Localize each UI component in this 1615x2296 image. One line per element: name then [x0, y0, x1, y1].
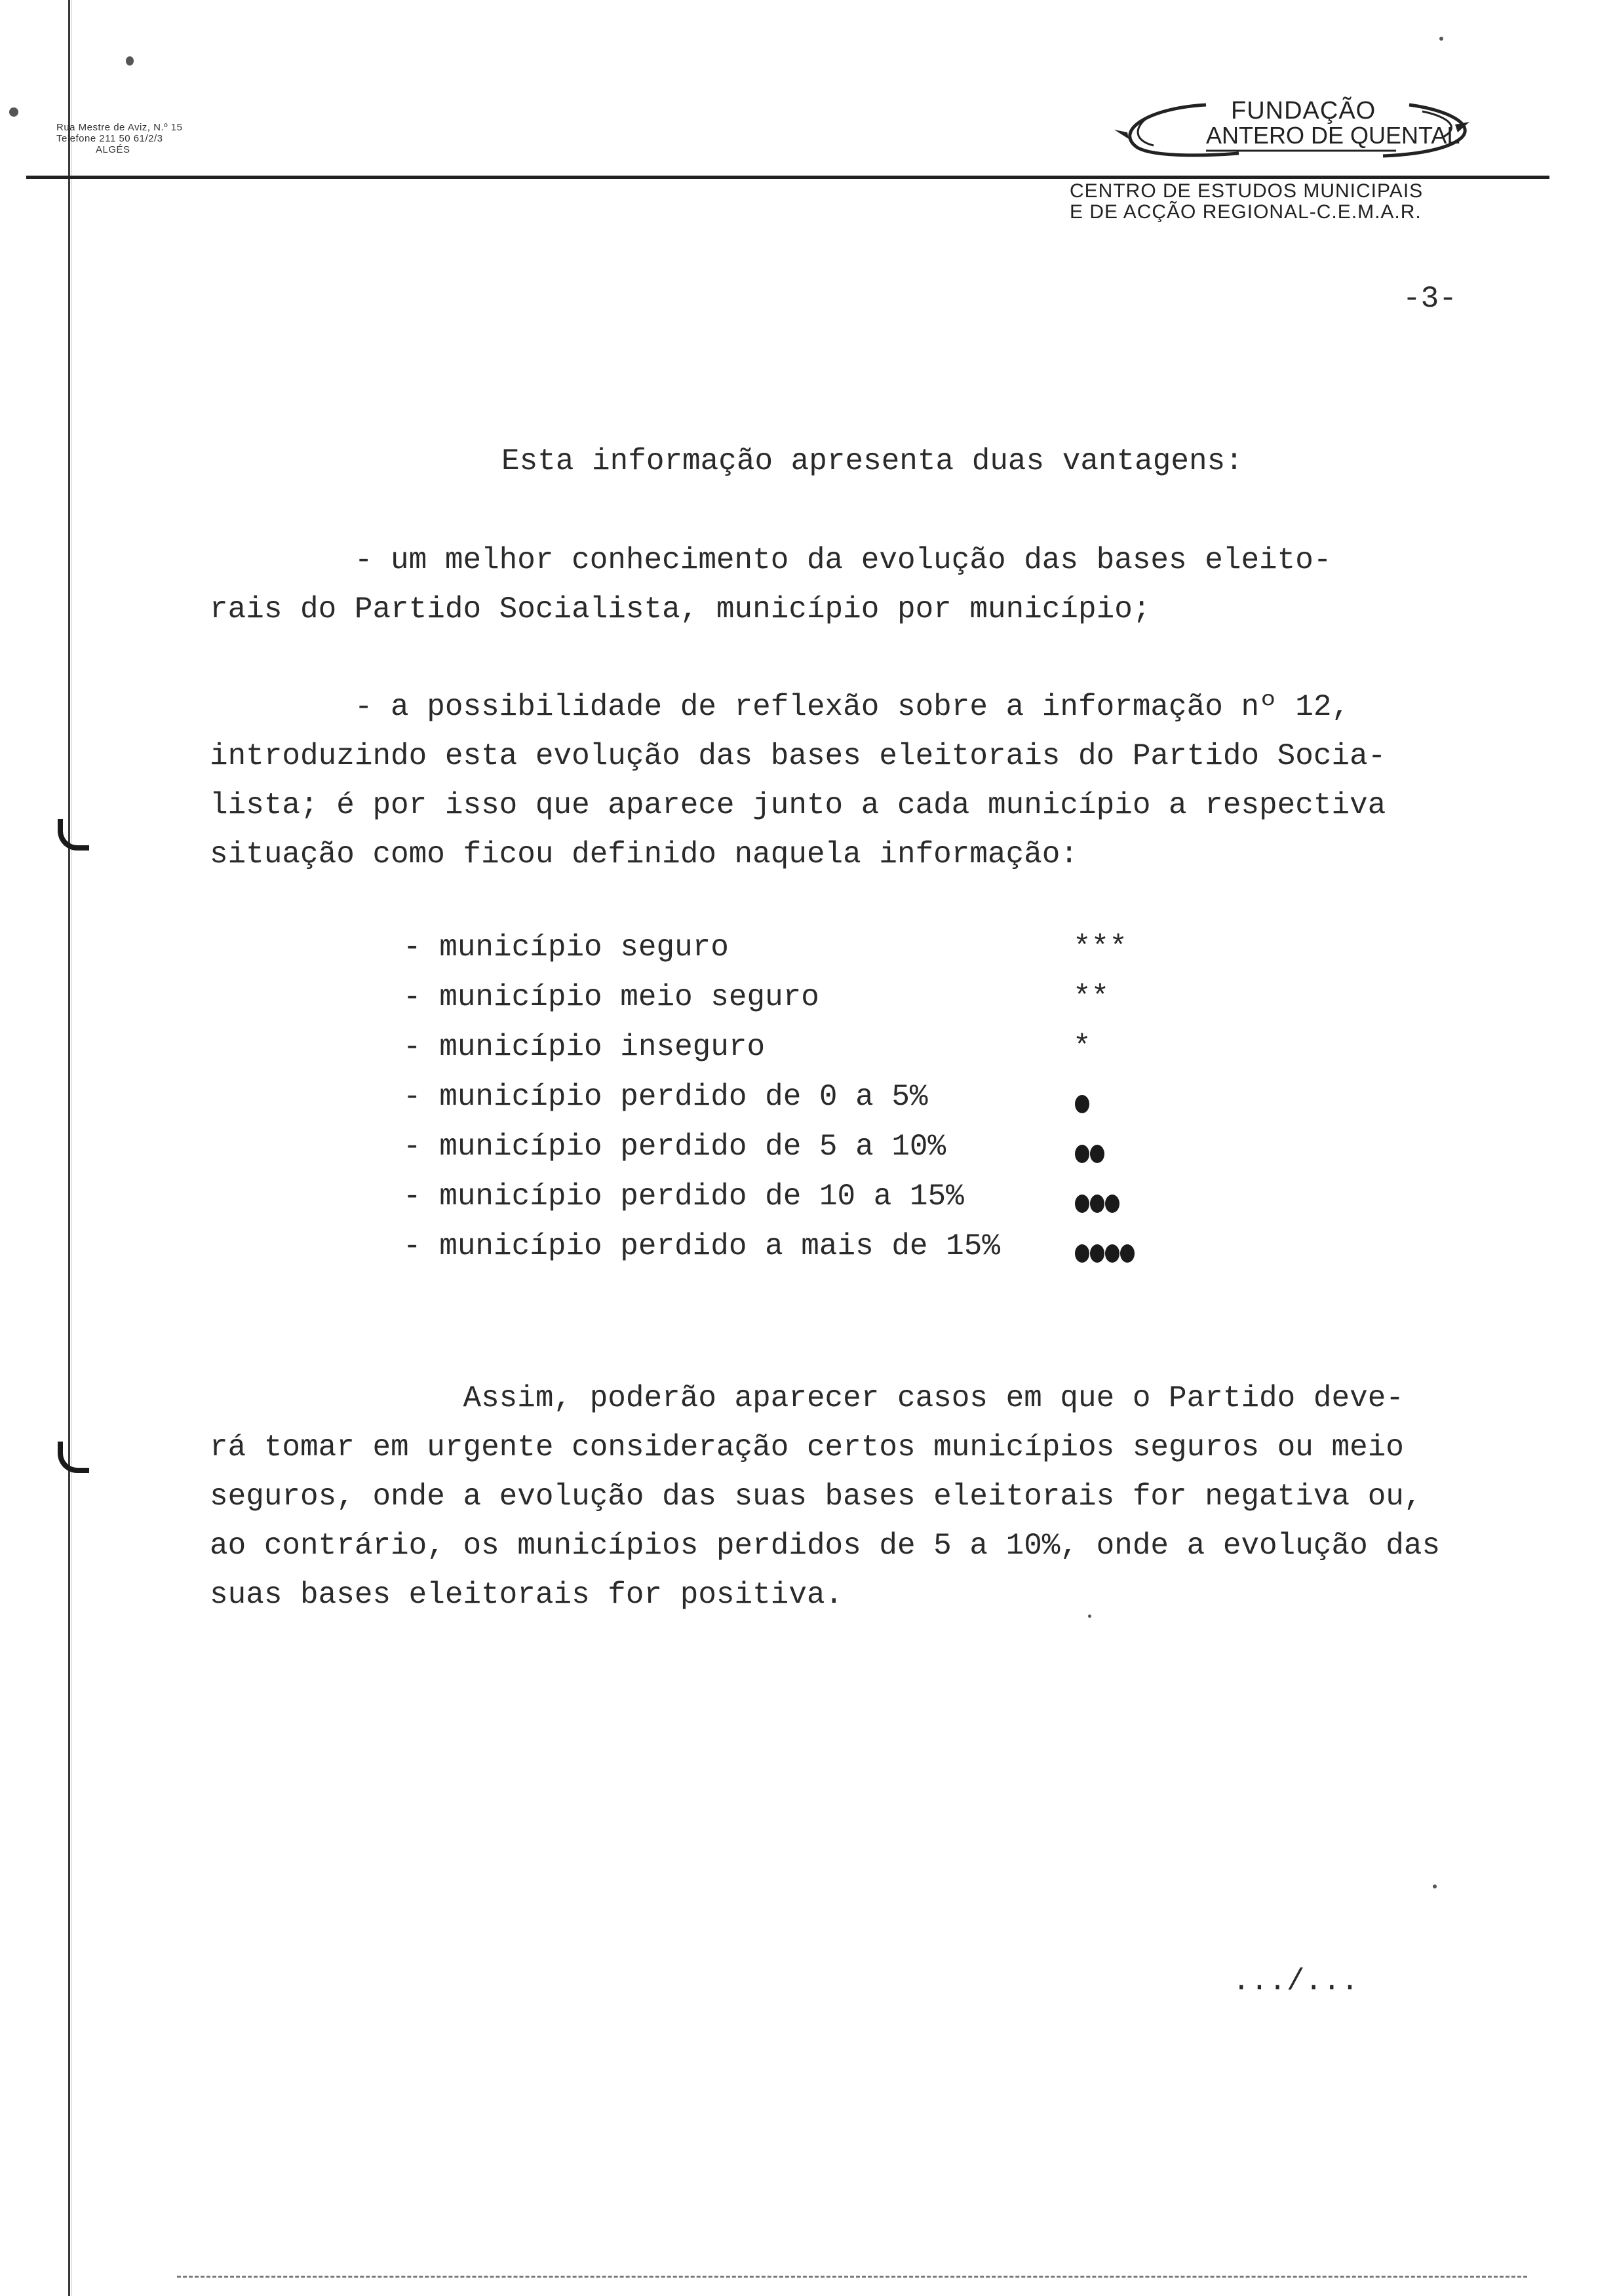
advantage-item-2: - a possibilidade de reflexão sobre a informação nº 12, introduzindo esta evolução das bases eleitorais do Partido Socia- lista; é por isso que aparece junto a cada município a respectiva situação como ficou definido naquela informação: [210, 690, 1386, 871]
binding-margin-line [68, 0, 70, 2296]
legend-star-mark: * [1073, 1030, 1091, 1064]
punch-hole-mark [58, 819, 89, 851]
letterhead-centre [1070, 181, 1423, 223]
conclusion-paragraph: Assim, poderão aparecer casos em que o Partido deve- rá tomar em urgente consideração certos municípios seguros ou meio seguros, onde a evolução das suas bases eleitorais for negativa ou, ao contrário, os municípios perdidos de 5 a 10%, onde a evolução das suas bases eleitorais for positiva. [210, 1381, 1441, 1612]
ink-speck [9, 107, 18, 117]
logo-text-antero: ANTERO DE QUENTAL [1206, 122, 1460, 149]
filled-dot-icon [1075, 1095, 1089, 1113]
legend-star-mark: *** [1073, 930, 1127, 965]
section-heading: Esta informação apresenta duas vantagens: [501, 444, 1243, 478]
filled-dot-icon [1075, 1145, 1089, 1163]
punch-hole-mark [58, 1442, 89, 1473]
filled-dot-icon [1090, 1145, 1104, 1163]
legend-star-mark: ** [1073, 980, 1110, 1014]
filled-dot-icon [1120, 1244, 1135, 1263]
header-rule [26, 176, 1549, 179]
legend-dot-mark [1075, 1244, 1135, 1263]
legend-dot-mark [1075, 1095, 1089, 1113]
advantage-item-1: - um melhor conhecimento da evolução das bases eleito- rais do Partido Socialista, município por município; [210, 543, 1332, 626]
legend-dot-mark [1075, 1145, 1104, 1163]
filled-dot-icon [1105, 1244, 1119, 1263]
ink-speck [1439, 37, 1443, 41]
page-number: -3- [1403, 282, 1457, 316]
ink-speck [1088, 1615, 1091, 1618]
filled-dot-icon [1075, 1195, 1089, 1213]
continuation-mark: .../... [1232, 1964, 1359, 1999]
legend-label: - município meio seguro [403, 980, 819, 1014]
legend-label: - município perdido de 10 a 15% [403, 1179, 964, 1214]
bottom-edge-line [177, 2276, 1527, 2278]
address-street: Rua Mestre de Aviz, N.º 15 [56, 122, 183, 133]
filled-dot-icon [1090, 1244, 1104, 1263]
ink-speck [1433, 1885, 1437, 1888]
legend-dot-mark [1075, 1195, 1119, 1213]
centre-line-2: E DE ACÇÃO REGIONAL-C.E.M.A.R. [1070, 201, 1422, 223]
ink-speck [126, 56, 134, 66]
legend-label: - município perdido a mais de 15% [403, 1229, 1000, 1263]
letterhead-address [56, 122, 182, 155]
logo-text-fundacao: FUNDAÇÃO [1231, 97, 1376, 124]
filled-dot-icon [1075, 1244, 1089, 1263]
address-phone: Telefone 211 50 61/2/3 [56, 133, 163, 144]
centre-line-1: CENTRO DE ESTUDOS MUNICIPAIS [1070, 180, 1424, 202]
filled-dot-icon [1090, 1195, 1104, 1213]
filled-dot-icon [1105, 1195, 1119, 1213]
legend-label: - município inseguro [403, 1030, 766, 1064]
legend-label: - município perdido de 0 a 5% [403, 1080, 928, 1114]
legend-label: - município perdido de 5 a 10% [403, 1130, 946, 1164]
address-city: ALGÉS [96, 144, 130, 155]
foundation-logo [1108, 92, 1475, 164]
legend-label: - município seguro [403, 930, 729, 965]
